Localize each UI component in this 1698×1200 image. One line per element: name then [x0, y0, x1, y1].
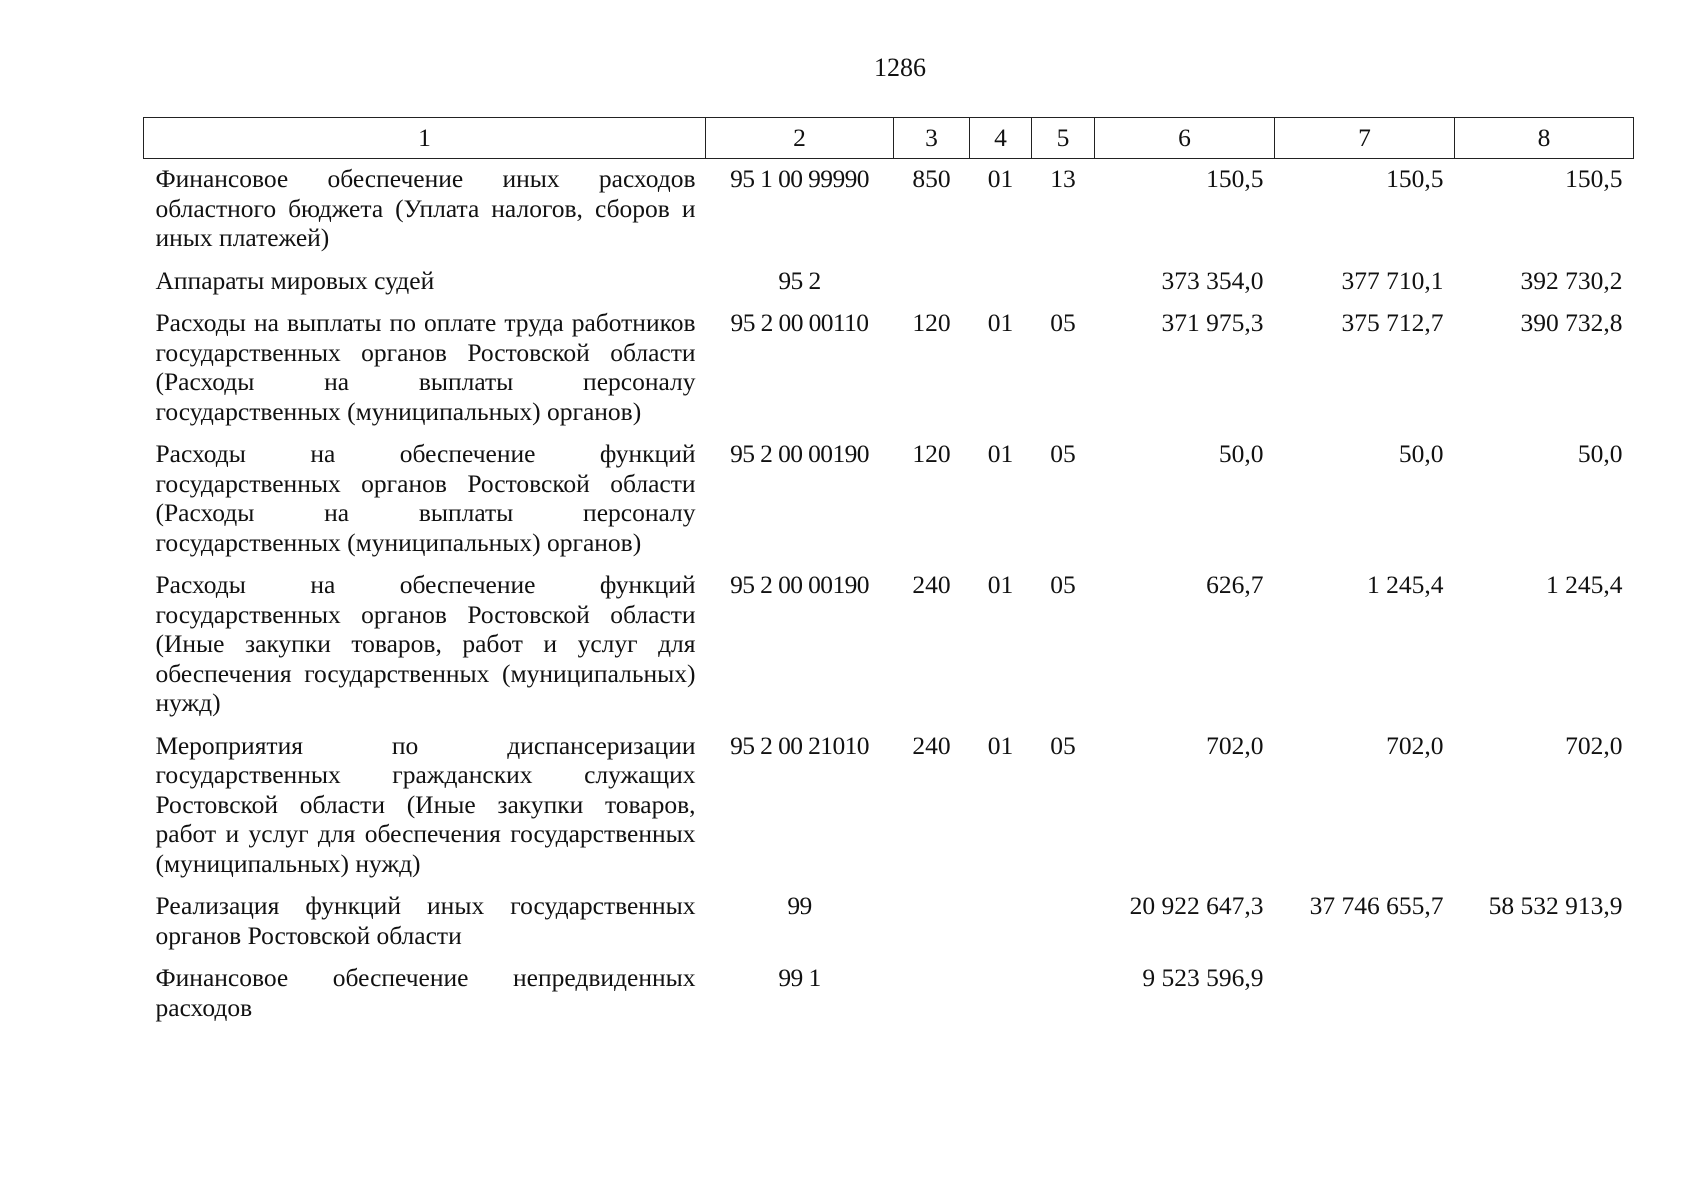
- row-expense-type: 240: [912, 570, 951, 599]
- row-expense-type: [894, 878, 970, 950]
- row-section: 01: [987, 308, 1014, 337]
- row-amount-col8: 58 532 913,9: [1488, 891, 1623, 920]
- column-header-6: 6: [1095, 118, 1275, 159]
- row-name: Расходы на выплаты по оплате труда работников государственных органов Ростовской области (Расходы на выплаты персоналу государственных (муниципальных) органов): [155, 308, 696, 426]
- row-amount-col8: 150,5: [1565, 164, 1623, 193]
- column-header-5: 5: [1032, 118, 1095, 159]
- row-amount-col6: 9 523 596,9: [1142, 963, 1264, 992]
- table-row: [144, 295, 1634, 426]
- table-row: [144, 950, 1634, 1022]
- table-row: [144, 426, 1634, 557]
- page-number: 1286: [874, 53, 926, 82]
- row-section: [970, 878, 1032, 950]
- column-header-4: 4: [970, 118, 1032, 159]
- row-amount-col8: [1455, 950, 1634, 1022]
- row-amount-col6: 150,5: [1206, 164, 1264, 193]
- row-name: Расходы на обеспечение функций государственных органов Ростовской области (Иные закупки товаров, работ и услуг для обеспечения государственных (муниципальных) нужд): [155, 570, 696, 717]
- row-subsection: [1032, 950, 1095, 1022]
- row-amount-col7: 702,0: [1386, 730, 1444, 760]
- row-target-code: 95 2 00 00110: [730, 308, 869, 337]
- row-amount-col8: 390 732,8: [1520, 308, 1623, 337]
- row-name: Реализация функций иных государственных органов Ростовской области: [155, 891, 696, 950]
- row-target-code: 95 2 00 00190: [730, 570, 869, 599]
- row-expense-type: 120: [912, 308, 951, 337]
- row-expense-type: 240: [912, 730, 951, 760]
- row-amount-col8: 50,0: [1577, 439, 1623, 468]
- column-header-3: 3: [894, 118, 970, 159]
- row-amount-col6: 50,0: [1218, 439, 1264, 468]
- row-amount-col6: 20 922 647,3: [1129, 891, 1264, 920]
- row-amount-col7: 50,0: [1398, 439, 1444, 468]
- row-expense-type: [894, 253, 970, 296]
- row-section: 01: [987, 439, 1014, 468]
- row-amount-col7: 375 712,7: [1341, 308, 1444, 337]
- row-expense-type: 120: [912, 439, 951, 468]
- row-amount-col6: 626,7: [1206, 570, 1264, 599]
- column-header-1: 1: [144, 118, 706, 159]
- row-section: 01: [987, 570, 1014, 599]
- row-section: 01: [987, 730, 1014, 760]
- row-amount-col7: 1 245,4: [1367, 570, 1444, 599]
- column-header-8: 8: [1455, 118, 1634, 159]
- row-subsection: [1032, 253, 1095, 296]
- row-amount-col8: 392 730,2: [1520, 265, 1623, 295]
- row-target-code: 99 1: [778, 963, 821, 992]
- row-subsection: 05: [1050, 730, 1076, 760]
- row-name: Расходы на обеспечение функций государственных органов Ростовской области (Расходы на выплаты персоналу государственных (муниципальных) органов): [155, 439, 696, 557]
- row-expense-type: 850: [912, 164, 951, 193]
- row-target-code: 99: [787, 891, 812, 920]
- row-name: Финансовое обеспечение иных расходов областного бюджета (Уплата налогов, сборов и иных платежей): [155, 164, 696, 252]
- row-expense-type: [894, 950, 970, 1022]
- row-amount-col6: 702,0: [1206, 730, 1264, 760]
- row-name: Финансовое обеспечение непредвиденных расходов: [155, 963, 696, 1022]
- row-amount-col7: 377 710,1: [1341, 265, 1444, 295]
- row-name: Аппараты мировых судей: [155, 265, 435, 295]
- row-section: 01: [987, 164, 1014, 193]
- table-row: [144, 557, 1634, 718]
- row-amount-col7: [1275, 950, 1455, 1022]
- row-section: [970, 950, 1032, 1022]
- table-row: [144, 718, 1634, 879]
- row-amount-col7: 37 746 655,7: [1309, 891, 1444, 920]
- row-amount-col7: 150,5: [1386, 164, 1444, 193]
- row-amount-col8: 1 245,4: [1546, 570, 1623, 599]
- column-header-7: 7: [1275, 118, 1455, 159]
- row-name: Мероприятия по диспансеризации государственных гражданских служащих Ростовской области (Иные закупки товаров, работ и услуг для обеспечения государственных (муниципальных) нужд): [155, 730, 696, 878]
- table-row: [144, 253, 1634, 296]
- table-row: [144, 878, 1634, 950]
- row-target-code: 95 2 00 00190: [730, 439, 869, 468]
- row-target-code: 95 2 00 21010: [730, 730, 869, 760]
- header-row: [144, 118, 1634, 159]
- row-subsection: 13: [1050, 164, 1076, 193]
- row-amount-col6: 373 354,0: [1161, 265, 1264, 295]
- row-subsection: [1032, 878, 1095, 950]
- row-target-code: 95 1 00 99990: [730, 164, 869, 193]
- row-subsection: 05: [1050, 570, 1076, 599]
- row-subsection: 05: [1050, 308, 1076, 337]
- table-row: [144, 159, 1634, 253]
- row-subsection: 05: [1050, 439, 1076, 468]
- row-section: [970, 253, 1032, 296]
- row-amount-col6: 371 975,3: [1161, 308, 1264, 337]
- row-amount-col8: 702,0: [1565, 730, 1623, 760]
- column-header-2: 2: [706, 118, 894, 159]
- budget-table: [143, 117, 1634, 1022]
- row-target-code: 95 2: [778, 265, 821, 295]
